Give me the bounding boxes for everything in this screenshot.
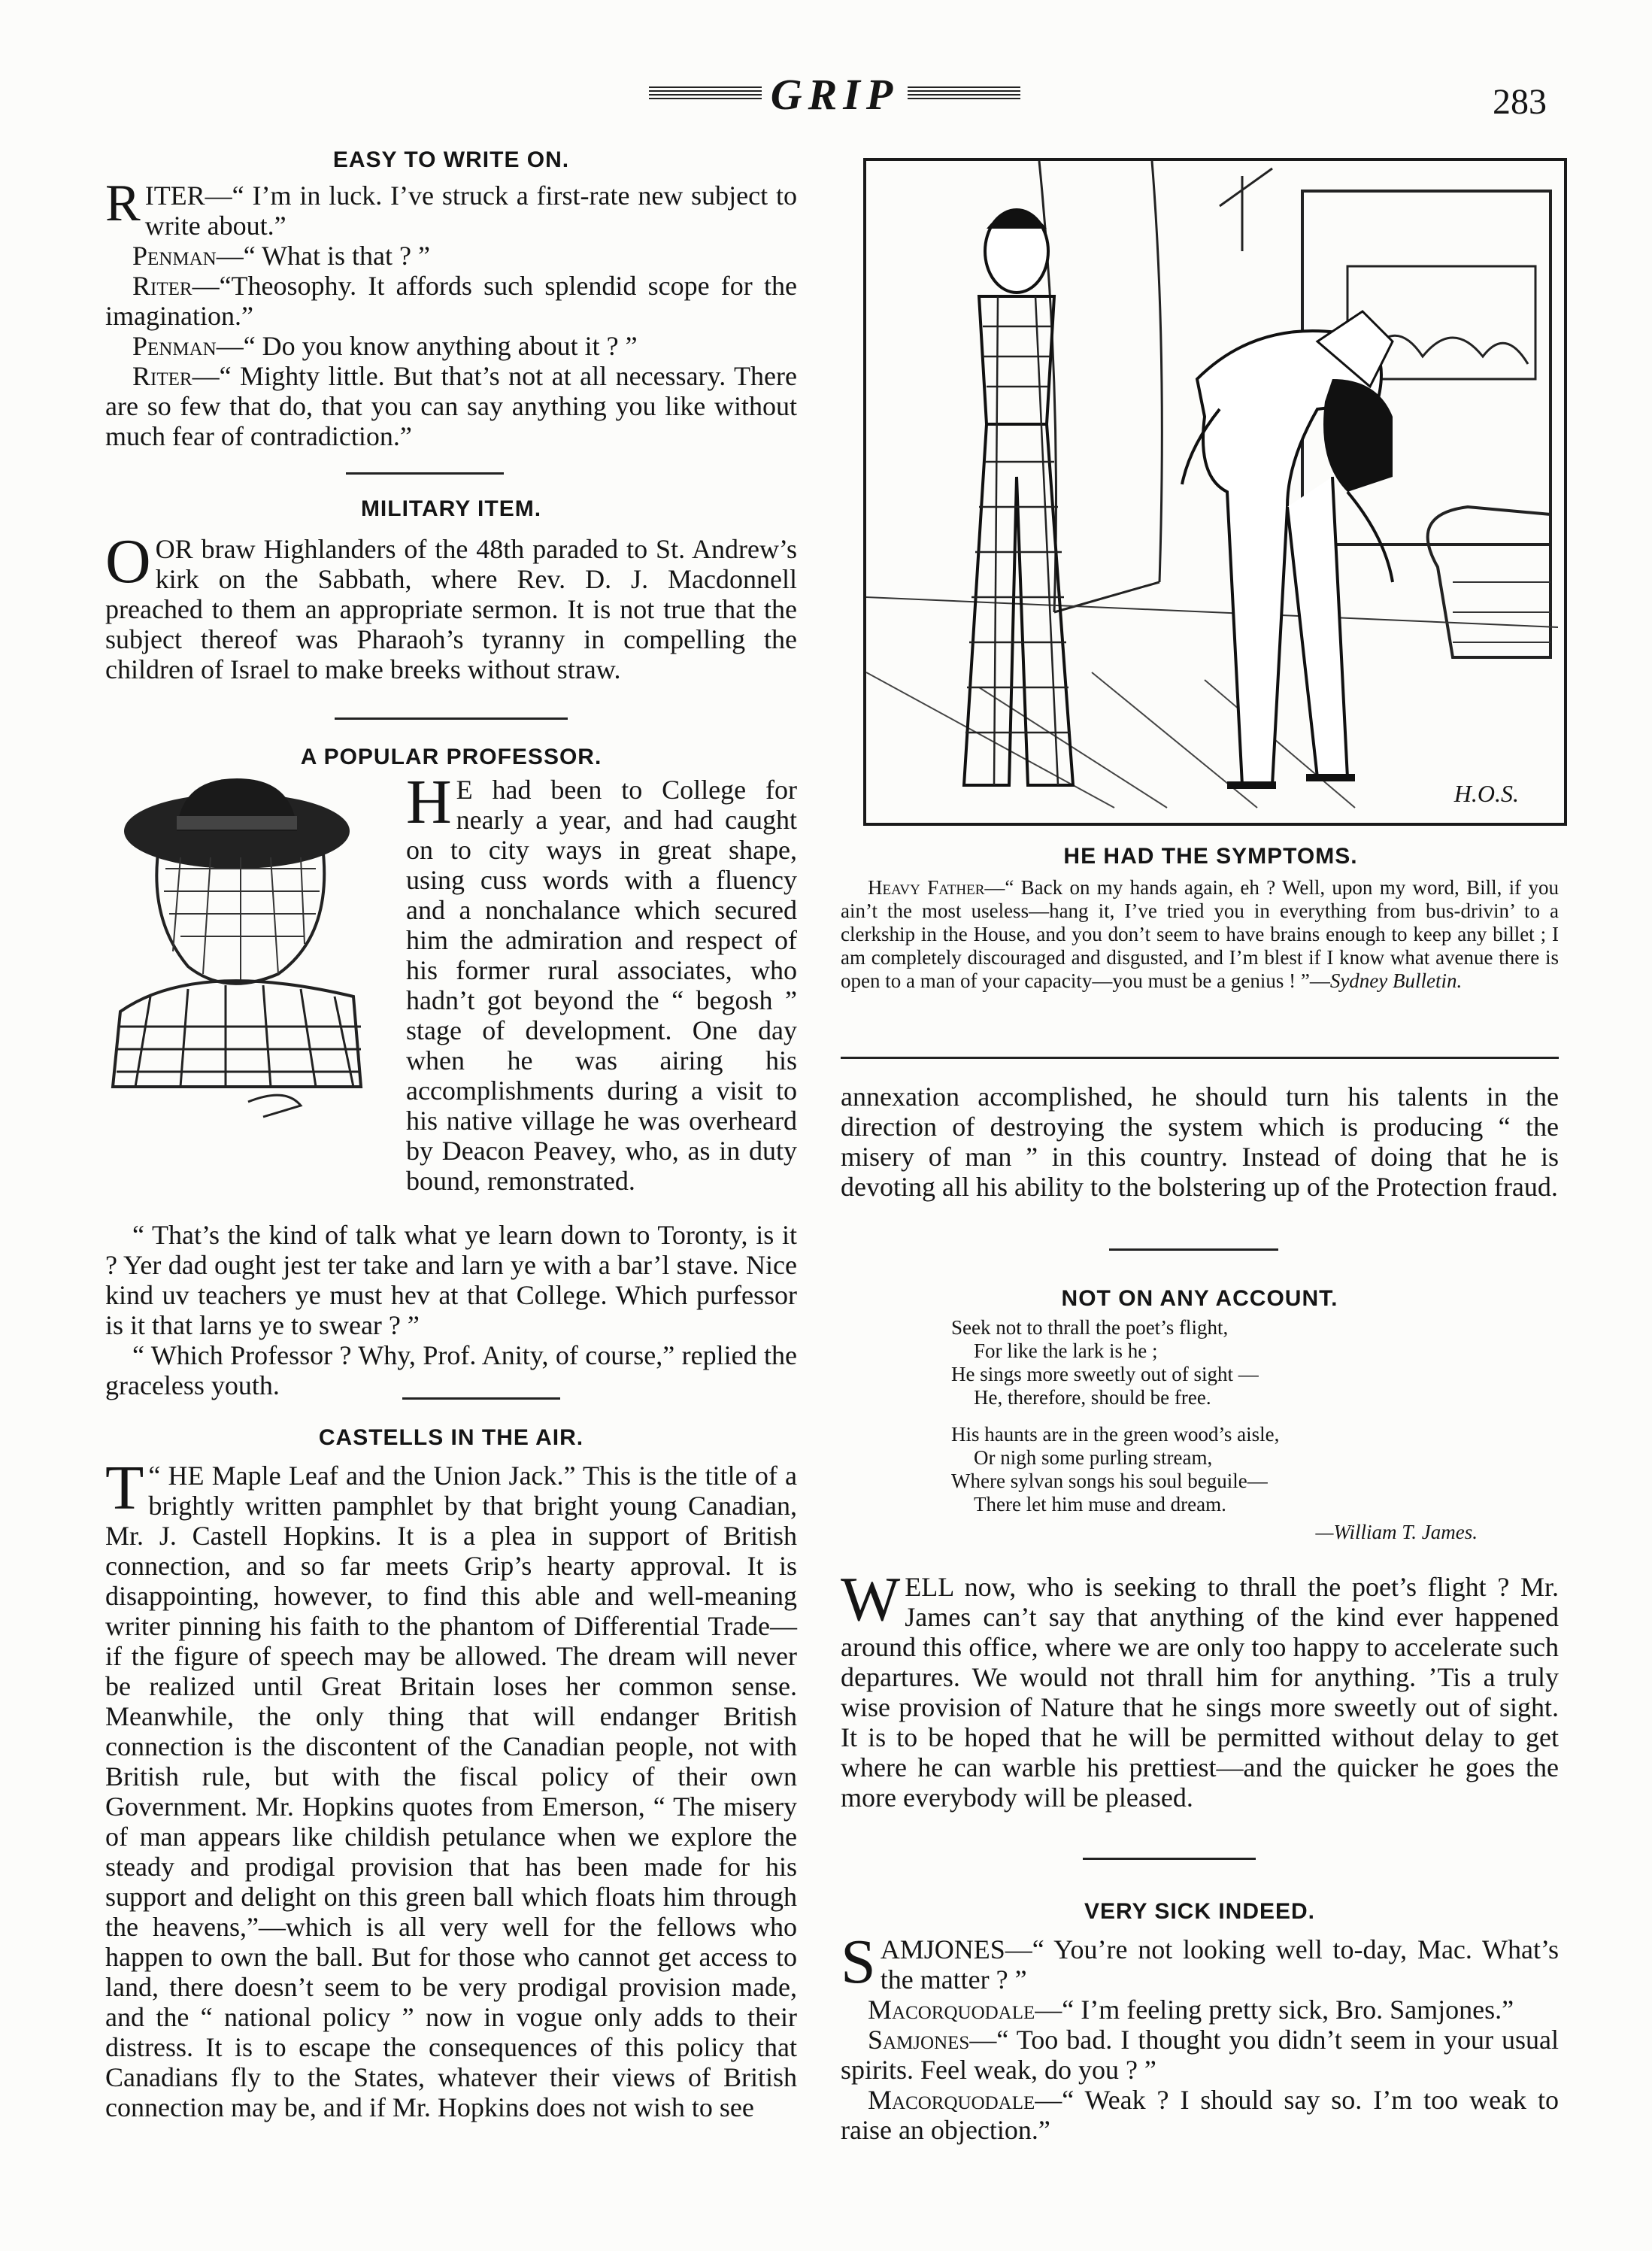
professor-para-2: “ That’s the kind of talk what ye learn down to Toronty, is it ? Yer dad ought jest ter take and larn ye with a bar’l stave. Nice kind uv teachers ye must hev at that College. Which purfessor is it that larns ye to swear ? ” [105,1220,797,1340]
sick-text-1: AMJONES—“ You’re not looking well to-day, Mac. What’s the matter ? ” [880,1934,1559,1995]
article-castells-continued [841,1082,1559,1202]
military-para [105,526,797,684]
masthead-title: GRIP [770,69,899,119]
cartoon-frame [863,158,1567,826]
easy-para-1 [105,174,797,241]
poem-author: —William T. James. [1315,1521,1478,1543]
cartoon-signature: H.O.S. [1453,780,1519,807]
masthead-rule-left [649,86,762,102]
caption-source: Sydney Bulletin. [1329,969,1463,992]
speaker: Penman [132,241,217,271]
article-military [105,526,797,684]
professor-heading: A POPULAR PROFESSOR. [300,745,602,769]
professor-text-1: E had been to College for nearly a year, and had caught on to city ways in great shape, using cuss words with a fluency and a nonchalance which secured him the admiration and respect of his former rural associates, who hadn’t got beyond the “ begosh ” stage of development. One day when he was airing his accomplishments during a visit to his native village he was overheard by Deacon Peavey, who, as in duty bound, remonstrated. [406,775,797,1196]
easy-text-3: —“Theosophy. It affords such splendid scope for the imagination.” [105,271,797,331]
castells-para [105,1453,798,2122]
drop-cap: T [105,1453,144,1523]
article-professor-top [406,767,797,1196]
poem-line: His haunts are in the green wood’s aisle, [951,1423,1280,1446]
professor-para-1 [406,767,797,1196]
sick-text-3: —“ Too bad. I thought you didn’t seem in your usual spirits. Feel weak, do you ? ” [841,2025,1559,2085]
castells-text: HE Maple Leaf and the Union Jack.” This is the title of a brightly written pamphlet by that bright young Canadian, Mr. J. Castell Hopkins. It is a plea in support of British connection, and so far meets Grip’s hearty approval. It is disappointing, however, to find this able and well-meaning writer pinning his faith to the phantom of Differential Trade—if the figure of speech may be allowed. The dream will never be realized until Great Britain loses her common sense. Meanwhile, the only thing that will endanger British connection is the discontent of the Canadian people, not with British rule, but with the fiscal policy of their own Government. Mr. Hopkins quotes from Emerson, “ The misery of man appears like childish petulance when we explore the steady and prodigal provision that has been made for his support and delight on this green ball which floats him through the heavens,”—which is all very well for the fellows who happen to own the ball. But for those who cannot get access to land, there doesn’t seem to be very prodigal provision made, and the “ national policy ” now in vogue only adds to their distress. It is to escape the consequences of this policy that Canadians fly to the States, whatever their views of British connection may be, and if Mr. Hopkins does not wish to see [105,1461,798,2122]
professor-para-3: “ Which Professor ? Why, Prof. Anity, of course,” replied the graceless youth. [105,1340,797,1400]
sick-text-2: —“ I’m feeling pretty sick, Bro. Samjones.” [1035,1995,1514,2025]
easy-text-2: —“ What is that ? ” [216,241,430,271]
easy-text-1: ITER—“ I’m in luck. I’ve struck a first-rate new subject to write about.” [144,181,797,241]
sick-para-1 [841,1927,1559,1997]
article-castells [105,1453,798,2122]
article-not-account [841,1564,1559,1813]
sick-heading: VERY SICK INDEED. [1084,1899,1316,1924]
divider [841,1057,1559,1059]
not-account-para [841,1564,1559,1813]
cartoon-caption [841,876,1559,993]
speaker: Riter [132,271,192,301]
drop-cap: O [105,526,151,596]
speaker: Heavy Father [868,876,985,899]
sick-para-2 [841,1995,1559,2025]
easy-para-5 [105,361,797,451]
poem-line: He sings more sweetly out of sight — [951,1363,1259,1385]
divider [402,1397,560,1400]
caption-body: —“ Back on my hands again, eh ? Well, upon my word, Bill, if you ain’t the most useless—hang it, I’ve tried you in everything from bus-drivin’ to a clerkship in the House, and you don’t seem to have brains enough to keep any billet ; I am completely discouraged and disgusted, and I’m blest if I know what avenue there is open to a man of your capacity—you must be a genius ! ”— [841,876,1559,992]
sick-para-3 [841,2025,1559,2085]
poem [951,1316,1478,1544]
masthead [602,71,1068,117]
masthead-rule-right [908,86,1020,102]
easy-text-5: —“ Mighty little. But that’s not at all necessary. There are so few that do, that you can say anything you like without much fear of contradiction.” [105,361,797,451]
not-account-text: ELL now, who is seeking to thrall the poet’s flight ? Mr. James can’t say that anything of the kind ever happened around this office, where we are only too happy to accelerate such departures. We would not thrall him for anything. ’Tis a truly wise provision of Nature that he sings more sweetly out of sight. It is to be hoped that he will be permitted without delay to get where he can warble his prettiest—and the quicker he goes the more everybody will be pleased. [841,1572,1559,1813]
speaker: Samjones [868,2025,970,2055]
professor-illustration [105,771,399,1124]
poem-line: There let him muse and dream. [974,1493,1226,1515]
cartoon-illustration [866,161,1558,817]
easy-para-2 [105,241,797,271]
not-account-heading: NOT ON ANY ACCOUNT. [1061,1286,1338,1311]
divider [335,717,568,720]
military-heading: MILITARY ITEM. [360,496,542,521]
divider [1083,1858,1256,1860]
drop-cap: H [406,767,452,837]
poem-line: Or nigh some purling stream, [974,1446,1213,1469]
poem-line: He, therefore, should be free. [974,1386,1211,1409]
speaker: Macorquodale [868,1995,1035,2025]
drop-cap: W [841,1564,901,1634]
page-number: 283 [1493,82,1547,122]
cartoon-caption-text [841,876,1559,993]
sick-para-4 [841,2085,1559,2145]
sick-text-4: —“ Weak ? I should say so. I’m too weak to raise an objection.” [841,2085,1559,2145]
open-quote: “ [148,1461,161,1491]
easy-para-4 [105,331,797,361]
easy-heading: EASY TO WRITE ON. [332,147,570,172]
drop-cap: R [105,174,141,232]
drop-cap: S [841,1927,876,1997]
article-easy [105,174,797,451]
castells-heading: CASTELLS IN THE AIR. [318,1425,584,1450]
article-sick [841,1927,1559,2145]
speaker: Riter [132,361,192,391]
speaker: Macorquodale [868,2085,1035,2115]
article-professor-bottom [105,1220,797,1400]
cartoon-heading: HE HAD THE SYMPTOMS. [1063,844,1358,869]
poem-line: Where sylvan songs his soul beguile— [951,1470,1268,1492]
divider [1109,1248,1278,1251]
speaker: Penman [132,331,217,361]
poem-line: For like the lark is he ; [974,1339,1158,1362]
easy-text-4: —“ Do you know anything about it ? ” [216,331,638,361]
poem-line: Seek not to thrall the poet’s flight, [951,1316,1229,1339]
castells-continued-text: annexation accomplished, he should turn his talents in the direction of destroying the system which is producing “ the misery of man ” in this country. Instead of doing that he is devoting all his ability to the bolstering up of the Protection fraud. [841,1082,1559,1202]
easy-para-3 [105,271,797,331]
divider [346,472,504,475]
military-text: OR braw Highlanders of the 48th paraded to St. Andrew’s kirk on the Sabbath, where Rev. D. J. Macdonnell preached to them an appropriate sermon. It is not true that the subject thereof was Pharaoh’s tyranny in compelling the children of Israel to make breeks without straw. [105,534,797,684]
